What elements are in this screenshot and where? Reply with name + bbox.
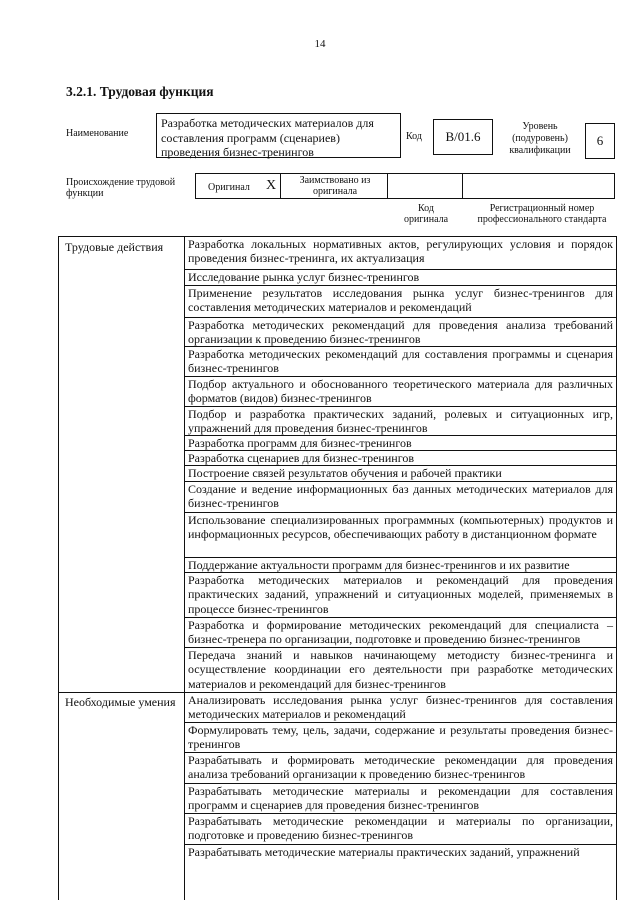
section-title: 3.2.1. Трудовая функция bbox=[66, 84, 214, 99]
labor-action-item: Применение результатов исследования рынка услуг бизнес-тренингов для составления методических материалов и рекомендаций bbox=[185, 286, 617, 318]
labor-action-item: Поддержание актуальности программ для бизнес-тренингов и их развитие bbox=[185, 558, 617, 573]
skill-item: Разрабатывать и формировать методические рекомендации для проведения анализа требований организации к проведению бизнес-тренингов bbox=[185, 753, 617, 784]
labor-action-item: Разработка сценариев для бизнес-тренингов bbox=[185, 451, 617, 466]
original-mark: X bbox=[266, 178, 277, 193]
skill-item: Формулировать тему, цель, задачи, содержание и результаты проведения бизнес-тренингов bbox=[185, 723, 617, 753]
skill-item: Разрабатывать методические материалы и рекомендации для составления программ и сценариев для проведения бизнес-тренингов bbox=[185, 784, 617, 814]
level-value: 6 bbox=[596, 133, 604, 148]
labor-action-item: Разработка и формирование методических рекомендаций для специалиста – бизнес-тренера по организации, подготовке и проведению бизнес-тренингов bbox=[185, 618, 617, 648]
labor-action-item: Подбор и разработка практических заданий, ролевых и ситуационных игр, упражнений для проведения бизнес-тренингов bbox=[185, 407, 617, 436]
borrowed-cell bbox=[281, 174, 388, 198]
labor-action-item: Разработка локальных нормативных актов, регулирующих условия и порядок проведения бизнес-тренинга, их актуализация bbox=[185, 237, 617, 270]
code-label: Код bbox=[406, 131, 422, 142]
registration-number-cell bbox=[463, 174, 614, 198]
labor-actions-label: Трудовые действия bbox=[65, 240, 164, 254]
code-caption: Код оригинала bbox=[403, 203, 449, 225]
labor-action-item: Разработка методических материалов и рекомендаций для проведения практических заданий, упражнений и ситуационных моделей, применяемых в процессе бизнес-тренингов bbox=[185, 573, 617, 618]
labor-action-item: Подбор актуального и обоснованного теоретического материала для различных форматов (видов) бизнес-тренингов bbox=[185, 377, 617, 407]
function-name-box: Разработка методических материалов для составления программ (сценариев) проведения бизнес-тренингов bbox=[156, 113, 401, 158]
original-cell bbox=[196, 174, 281, 198]
labor-action-item: Создание и ведение информационных баз данных методических материалов для бизнес-тренингов bbox=[185, 482, 617, 513]
level-label: Уровень (подуровень) квалификации bbox=[509, 121, 571, 156]
page-number: 14 bbox=[314, 38, 326, 50]
labor-action-item: Исследование рынка услуг бизнес-тренингов bbox=[185, 270, 617, 286]
labor-action-item: Разработка методических рекомендаций для проведения анализа требований организации к проведению бизнес-тренингов bbox=[185, 318, 617, 347]
code-box bbox=[433, 119, 493, 155]
skills-label: Необходимые умения bbox=[65, 695, 176, 709]
labor-action-item: Построение связей результатов обучения и рабочей практики bbox=[185, 466, 617, 482]
skill-item: Анализировать исследования рынка услуг бизнес-тренингов для составления методических материалов и рекомендаций bbox=[185, 693, 617, 723]
code-value: B/01.6 bbox=[445, 129, 481, 144]
labor-action-item: Использование специализированных программных (компьютерных) продуктов и информационных ресурсов, обеспечивающих работу в дистанционном формате bbox=[185, 513, 617, 558]
main-table bbox=[58, 236, 617, 900]
labor-action-item: Разработка программ для бизнес-тренингов bbox=[185, 436, 617, 451]
origin-row bbox=[195, 173, 615, 199]
original-code-cell bbox=[388, 174, 463, 198]
reg-caption: Регистрационный номер профессионального стандарта bbox=[477, 203, 607, 225]
original-label: Оригинал bbox=[208, 182, 250, 193]
level-box bbox=[585, 123, 615, 159]
skill-item: Разрабатывать методические материалы практических заданий, упражнений bbox=[188, 845, 580, 859]
borrowed-label: Заимствовано из оригинала bbox=[299, 175, 371, 197]
origin-label: Происхождение трудовой функции bbox=[66, 177, 176, 199]
labor-action-item: Передача знаний и навыков начинающему методисту бизнес-тренинга и осуществление координации его деятельности при разработке методических материалов и рекомендаций для бизнес-тренингов bbox=[185, 648, 617, 693]
labor-action-item: Разработка методических рекомендаций для составления программы и сценария бизнес-тренингов bbox=[185, 347, 617, 377]
name-label: Наименование bbox=[66, 128, 129, 139]
skill-item: Разрабатывать методические рекомендации и материалы по организации, подготовке и проведению бизнес-тренингов bbox=[185, 814, 617, 845]
